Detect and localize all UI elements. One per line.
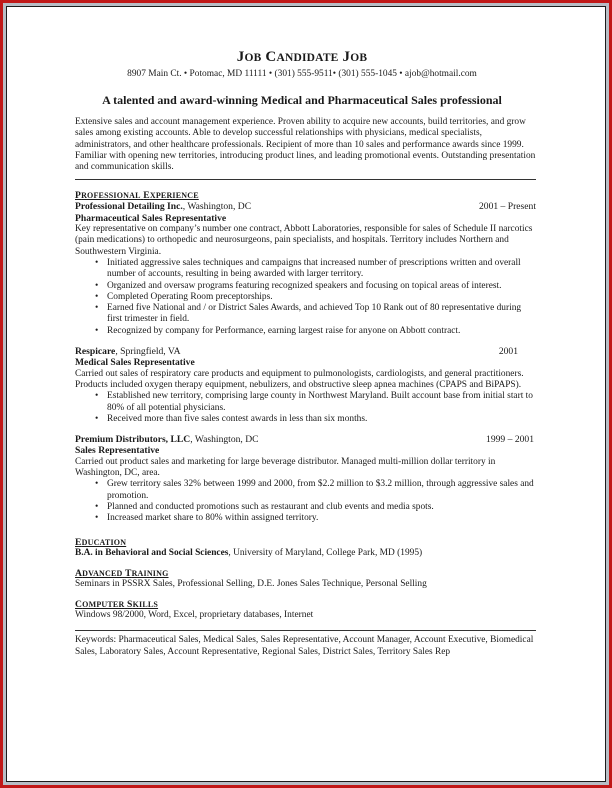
job-description: Carried out product sales and marketing for large beverage distributor. Managed multi-million dollar territory in Washington, DC, area. — [75, 456, 496, 479]
school: , University of Maryland, College Park, MD (1995) — [228, 547, 423, 558]
skills-section — [68, 599, 536, 621]
list-item: • Recognized by company for Performance, earning largest raise for anyone on Abbott contract. — [95, 325, 461, 336]
list-item: • Established new territory, comprising large county in Northwest Maryland. Built account base from initial start to 80% of all potential physicians. — [95, 391, 533, 413]
job-title: Pharmaceutical Sales Representative — [75, 212, 227, 224]
job-bullets — [95, 258, 536, 337]
training-text: Seminars in PSSRX Sales, Professional Selling, D.E. Jones Sales Technique, Personal Selling — [75, 578, 427, 589]
keywords: Keywords: Pharmaceutical Sales, Medical Sales, Sales Representative, Account Manager, Account Executive, Biomedical Sales, Laboratory Sales, Account Representative, Regional Sales, District Sales, Territory Sales Rep — [75, 635, 534, 657]
job-bullets — [95, 479, 536, 524]
job-dates: 2001 — [498, 346, 518, 358]
skills-text: Windows 98/2000, Word, Excel, proprietary databases, Internet — [75, 610, 314, 621]
training-section — [68, 568, 536, 590]
job-entry — [75, 434, 536, 524]
job-entry — [75, 201, 536, 337]
education-title: EDUCATION — [75, 536, 127, 548]
job-entry — [75, 346, 536, 425]
job-location: , Washington, DC — [190, 434, 259, 446]
skills-title: COMPUTER SKILLS — [75, 599, 159, 611]
job-location: , Washington, DC — [182, 201, 252, 213]
list-item: • Organized and oversaw programs featuring recognized speakers and focusing on topical areas of interest. — [95, 280, 502, 291]
experience-section — [68, 190, 536, 524]
contact-info: 8907 Main Ct. • Potomac, MD 11111 • (301) 555-9511• (301) 555-1045 • ajob@hotmail.com — [127, 69, 477, 79]
divider — [75, 630, 536, 631]
job-bullets — [95, 391, 536, 425]
job-dates: 2001 – Present — [478, 201, 536, 213]
list-item: • Planned and conducted promotions such as restaurant and club events and media spots. — [95, 501, 434, 512]
job-title: Medical Sales Representative — [75, 357, 195, 369]
job-employer: Premium Distributors, LLC — [75, 434, 191, 446]
job-employer: Respicare — [75, 346, 116, 358]
experience-title: PROFESSIONAL EXPERIENCE — [75, 190, 199, 202]
education-section — [68, 537, 536, 559]
job-employer: Professional Detailing Inc. — [75, 201, 183, 213]
list-item: • Increased market share to 80% within assigned territory. — [95, 513, 319, 524]
degree: B.A. in Behavioral and Social Sciences — [75, 547, 229, 558]
list-item: • Received more than five sales contest awards in less than six months. — [95, 413, 368, 424]
training-title: ADVANCED TRAINING — [75, 567, 169, 579]
job-description: Carried out sales of respiratory care products and equipment to pulmonologists, cardiologists, and general practitioners. Products included oxygen therapy equipment, nebulizers, and obstructive sleep apnea machines (CPAPS and BiPAPS). — [75, 368, 524, 390]
list-item: • Earned five National and / or District Sales Awards, and achieved Top 10 Rank out of 80 representative during first trimester in field. — [95, 303, 522, 325]
headline: A talented and award-winning Medical and Pharmaceutical Sales professional — [102, 93, 502, 107]
job-dates: 1999 – 2001 — [486, 434, 534, 446]
job-description: Key representative on company’s number one contract, Abbott Laboratories, responsible for sales of Schedule II narcotics (pain medications) to orthopedic and neurosurgeons, pain specialists, and hospitals. Territory includes Northern and Southwestern Virginia. — [75, 224, 533, 257]
job-header — [75, 201, 536, 212]
list-item: • Initiated aggressive sales techniques and campaigns that increased number of prescriptions written and overall number of accounts, resulting in being awarded with larger territory. — [95, 257, 521, 280]
list-item: • Grew territory sales 32% between 1999 and 2000, from $2.2 million to $3.2 million, through aggressive sales and promotion. — [95, 479, 534, 501]
divider — [75, 179, 536, 180]
summary: Extensive sales and account management experience. Proven ability to acquire new accounts, build territories, and grow sales among existing accounts. Able to develop successful relationships with physicians, medical specialists, administrators, and other healthcare professionals. Recipient of more than 10 sales and performance awards since 1999. Familiar with opening new territories, introducing product lines, and leading promotional events. Outstanding presentation and communication skills. — [75, 117, 536, 173]
candidate-name: JOB CANDIDATE JOB — [236, 49, 368, 65]
job-title: Sales Representative — [75, 445, 160, 457]
education-entry — [75, 548, 536, 559]
job-location: , Springfield, VA — [115, 346, 181, 358]
resume-content — [68, 48, 536, 658]
job-header — [75, 346, 536, 357]
job-header — [75, 434, 536, 445]
list-item: • Completed Operating Room preceptorships. — [95, 291, 273, 302]
